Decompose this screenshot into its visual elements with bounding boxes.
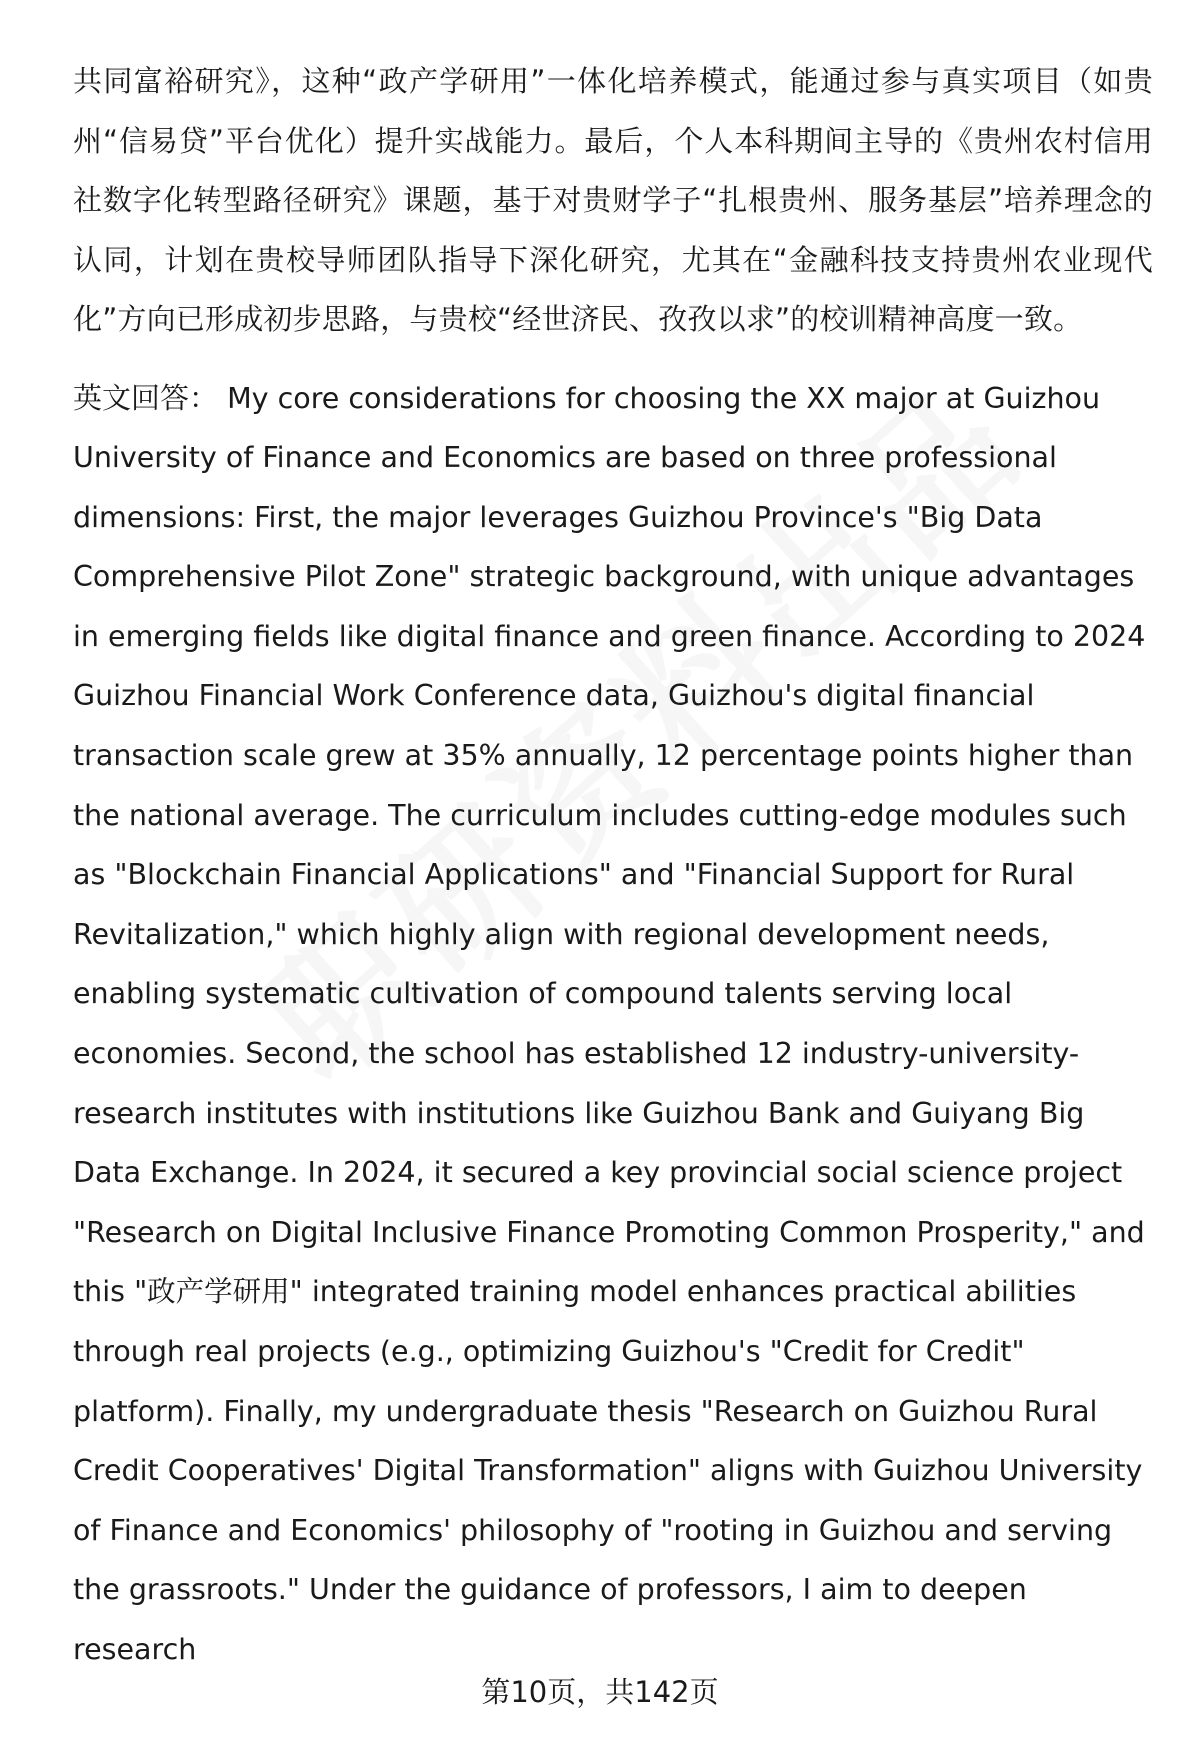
english-answer-label: 英文回答： (73, 380, 219, 415)
page-indicator: 第10页，共142页 (481, 1675, 719, 1709)
chinese-paragraph: 共同富裕研究》，这种“政产学研用”一体化培养模式，能通过参与真实项目（如贵州“信易贷”平台优化）提升实战能力。最后，个人本科期间主导的《贵州农村信用社数字化转型路径研究》课题，基于对贵财学子“扎根贵州、服务基层”培养理念的认同，计划在贵校导师团队指导下深化研究，尤其在“金融科技支持贵州农业现代化”方向已形成初步思路，与贵校“经世济民、孜孜以求”的校训精神高度一致。 (73, 64, 1153, 336)
document-page (73, 52, 1153, 1680)
english-answer-text: My core considerations for choosing the XX major at Guizhou University of Finance and Economics are based on three professional dimensions: First, the major leverages Guizhou Province's "Big Data Comprehensive Pilot Zone" strategic background, with unique advantages in emerging fields like digital finance and green finance. According to 2024 Guizhou Financial Work Conference data, Guizhou's digital financial transaction scale grew at 35% annually, 12 percentage points higher than the national average. The curriculum includes cutting-edge modules such as "Blockchain Financial Applications" and "Financial Support for Rural Revitalization," which highly align with regional development needs, enabling systematic cultivation of compound talents serving local economies. Second, the school has established 12 industry-university-research institutes with institutions like Guizhou Bank and Guiyang Big Data Exchange. In 2024, it secured a key provincial social science project "Research on Digital Inclusive Finance Promoting Common Prosperity," and this "政产学研用" integrated training model enhances practical abilities through real projects (e.g., optimizing Guizhou's "Credit for Credit" platform). Finally, my undergraduate thesis "Research on Guizhou Rural Credit Cooperatives' Digital Transformation" aligns with Guizhou University of Finance and Economics' philosophy of "rooting in Guizhou and serving the grassroots." Under the guidance of professors, I aim to deepen research (73, 381, 1146, 1666)
english-answer-paragraph (73, 369, 1153, 1680)
